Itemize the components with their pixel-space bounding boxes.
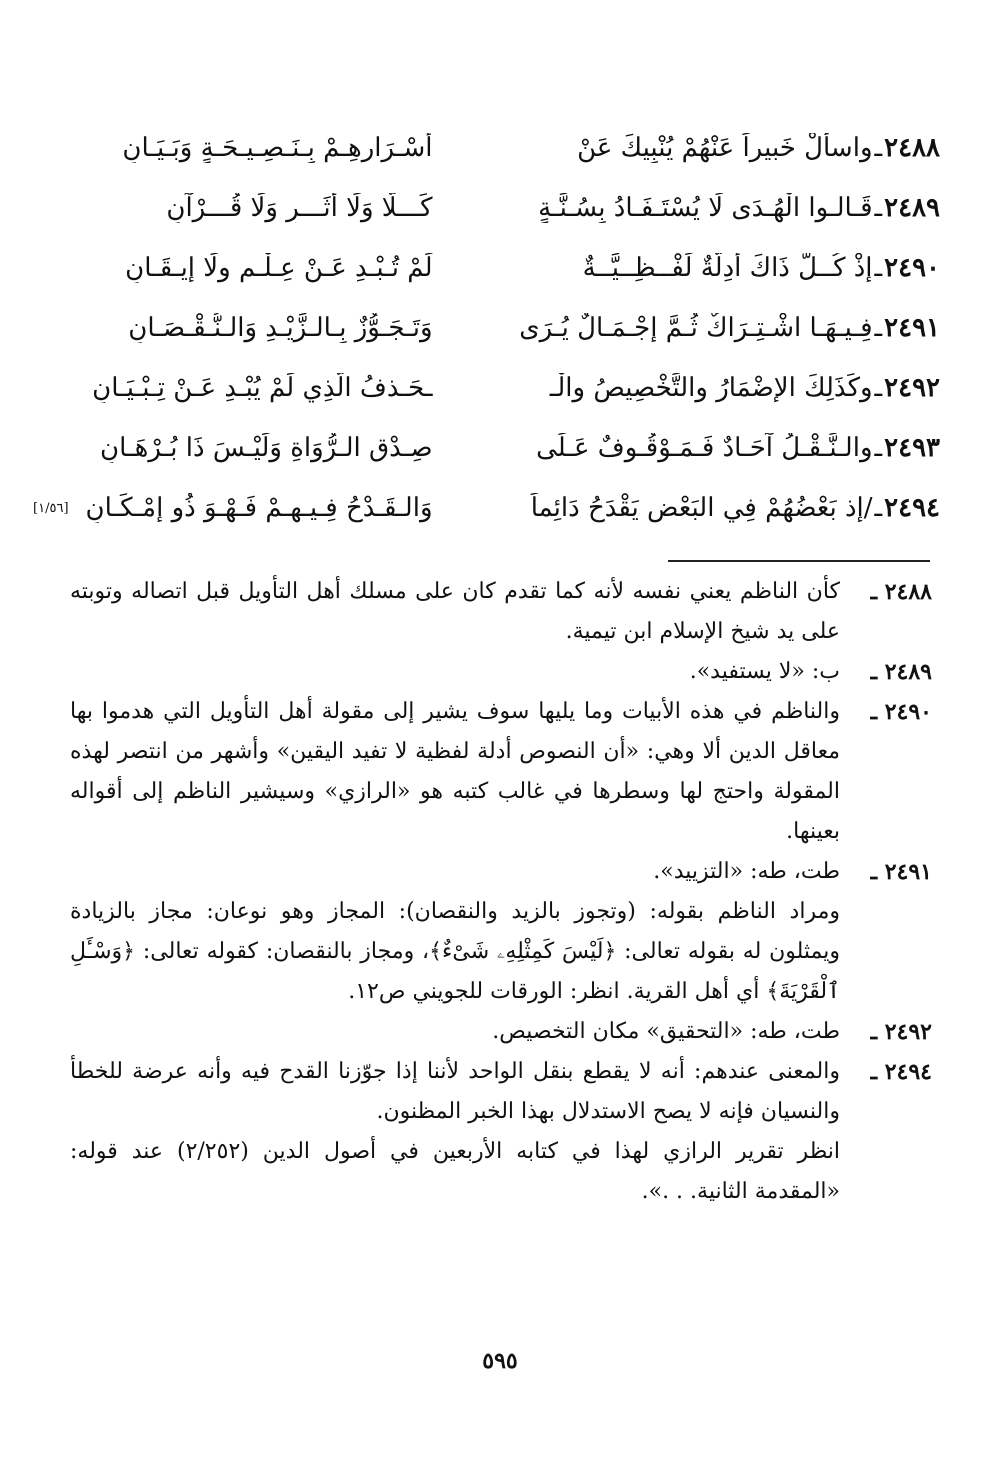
footnote-separator [668,560,930,562]
footnote-text: والناظم في هذه الأبيات وما يليها سوف يشير إلى مقولة أهل التأويل التي هدموا بها معاقل الدين ألا وهي: «أن النصوص أدلة لفظية لا تفيد اليقين» وأشهر من انتصر لهذه المقولة واحتج لها وسطرها في غالب كتبه هو «الرازي» وسيشير الناظم إلى أقواله بعينها. [70,699,840,844]
footnote-number: ٢٤٨٩ ـ [870,659,932,685]
verse-first-hemistich: /إذ بَعْضُهُمْ فِي البَعْضِ يَقْدَحُ دَائِماً [530,493,873,523]
verse-number: ٢٤٨٩ [884,193,940,223]
verse-number: ٢٤٩٤ [884,493,940,523]
verse-row: ٢٤٩٤ ـ /إذ بَعْضُهُمْ فِي البَعْضِ يَقْدَحُ دَائِماً وَالـقَـدْحُ فِـيـهِـمْ فَـهْـوَ ذُو إمْـكَـانِ [١/٥٦] [33,493,940,523]
verse-row: ٢٤٩٠ ـ إذْ كُــلُّ ذَاكَ أدِلَّةٌ لَفْــظِــيَّــةٌ لَمْ تُـبْـدِ عَـنْ عِـلْـمٍ ولَا إيـقَـانِ [30,238,940,298]
footnote [70,692,932,852]
page-number: ٥٩٥ [482,1348,518,1374]
verse-row: ٢٤٩٢ ـ وكَذَلِكَ الإضْمَارُ والتَّخْصِيصُ والْـ ـحَـذفُ الَّذِي لَمْ يُبْـدِ عَـنْ تِـبْـيَـانِ [30,358,940,418]
verse-second-hemistich: أسْـرَارِهِـمْ بِـنَـصِـيـحَـةٍ وَبَـيَـانِ [122,133,433,163]
verse-first-hemistich: وكَذَلِكَ الإضْمَارُ والتَّخْصِيصُ والْـ [549,373,873,403]
verse-number: ٢٤٩٢ [884,373,940,403]
footnote-number: ٢٤٩٢ ـ [870,1019,932,1045]
footnote-paragraph: انظر تقرير الرازي لهذا في كتابه الأربعين في أصول الدين (٢/٢٥٢) عند قوله: «المقدمة الثانية. . .». [70,1139,840,1204]
footnote-paragraph: ومراد الناظم بقوله: (وتجوز بالزيد والنقصان): المجاز وهو نوعان: مجاز بالزيادة ويمثلون له بقوله تعالى: ﴿لَيْسَ كَمِثْلِهِۦ شَىْءٌ﴾، ومجاز بالنقصان: كقوله تعالى: ﴿وَسْـَٔلِ ٱلْقَرْيَةَ﴾ أي أهل القرية. انظر: الورقات للجويني ص١٢. [70,899,840,1004]
footnotes [70,572,932,1212]
verse-second-hemistich: صِـدْقِ الـرُّوَاةِ وَلَيْـسَ ذَا بُـرْهَـانِ [100,433,433,463]
footnote-number: ٢٤٩٠ ـ [870,699,932,725]
footnote [70,652,932,692]
footnote-text: طت، طه: «التزييد». [653,859,840,884]
footnote-number: ٢٤٩٤ ـ [870,1059,932,1085]
verse-second-hemistich: لَمْ تُـبْـدِ عَـنْ عِـلْـمٍ ولَا إيـقَـانِ [125,253,433,283]
verse-number: ٢٤٩١ [884,313,940,343]
verse-number: ٢٤٩٠ [884,253,940,283]
verse-second-hemistich: وَتَـجَـوُّزٌ بِـالـزَّيْـدِ وَالـنُّـقْـصَـانِ [128,313,433,343]
verse-first-hemistich: إذْ كُــلُّ ذَاكَ أدِلَّةٌ لَفْــظِــيَّــةٌ [582,253,873,283]
footnote [70,572,932,652]
verse-first-hemistich: واسألْ خَبيراً عَنْهُمْ يُنْبِيكَ عَنْ [577,133,873,163]
verse-row: ٢٤٨٨ ـ واسألْ خَبيراً عَنْهُمْ يُنْبِيكَ عَنْ أسْـرَارِهِـمْ بِـنَـصِـيـحَـةٍ وَبَـيَـانِ [30,118,940,178]
verse-second-hemistich: وَالـقَـدْحُ فِـيـهِـمْ فَـهْـوَ ذُو إمْـكَـانِ [85,493,433,523]
footnote-text: كأن الناظم يعني نفسه لأنه كما تقدم كان على مسلك أهل التأويل قبل اتصاله وتوبته على يد شيخ الإسلام ابن تيمية. [70,579,840,644]
footnote-number: ٢٤٩١ ـ [870,859,932,885]
manuscript-folio-reference: [١/٥٦] [33,500,69,516]
footnote-text: طت، طه: «التحقيق» مكان التخصيص. [492,1019,840,1044]
verse-number: ٢٤٩٣ [884,433,940,463]
footnote-text: والمعنى عندهم: أنه لا يقطع بنقل الواحد لأننا إذا جوّزنا القدح فيه وأنه عرضة للخطأ والنسيان فإنه لا يصح الاستدلال بهذا الخبر المظنون. [70,1059,840,1124]
verse-row: ٢٤٨٩ ـ قَـالـوا الْهُـدَى لَا يُسْتَـفَـادُ بِسُـنَّـةٍ كَـــلَّا وَلَا أثَـــرٍ وَلَا قُـــرْآنِ [30,178,940,238]
footnote-text: ب: «لا يستفيد». [689,659,840,684]
verse-first-hemistich: والـنَّـقْـلُ آحَـادٌ فَـمَـوْقُـوفٌ عَـلَى [536,433,873,463]
verse-row: ٢٤٩١ ـ فِـيـهَـا اشْـتِـرَاكٌ ثُـمَّ إجْـمَـالٌ يُـرَى وَتَـجَـوُّزٌ بِـالـزَّيْـدِ وَالـنُّـقْـصَـانِ [30,298,940,358]
footnote [70,1052,932,1132]
verse-row: ٢٤٩٣ ـ والـنَّـقْـلُ آحَـادٌ فَـمَـوْقُـوفٌ عَـلَى صِـدْقِ الـرُّوَاةِ وَلَيْـسَ ذَا بُـرْهَـانِ [30,418,940,478]
poem-verses [30,118,940,538]
verse-number: ٢٤٨٨ [884,133,940,163]
verse-first-hemistich: قَـالـوا الْهُـدَى لَا يُسْتَـفَـادُ بِسُـنَّـةٍ [538,193,873,223]
footnote-number: ٢٤٨٨ ـ [870,579,932,605]
footnote [70,1012,932,1052]
verse-second-hemistich: كَـــلَّا وَلَا أثَـــرٍ وَلَا قُـــرْآنِ [166,193,433,223]
verse-second-hemistich: ـحَـذفُ الَّذِي لَمْ يُبْـدِ عَـنْ تِـبْـيَـانِ [92,373,433,403]
footnote [70,852,932,892]
verse-first-hemistich: فِـيـهَـا اشْـتِـرَاكٌ ثُـمَّ إجْـمَـالٌ يُـرَى [519,313,873,343]
